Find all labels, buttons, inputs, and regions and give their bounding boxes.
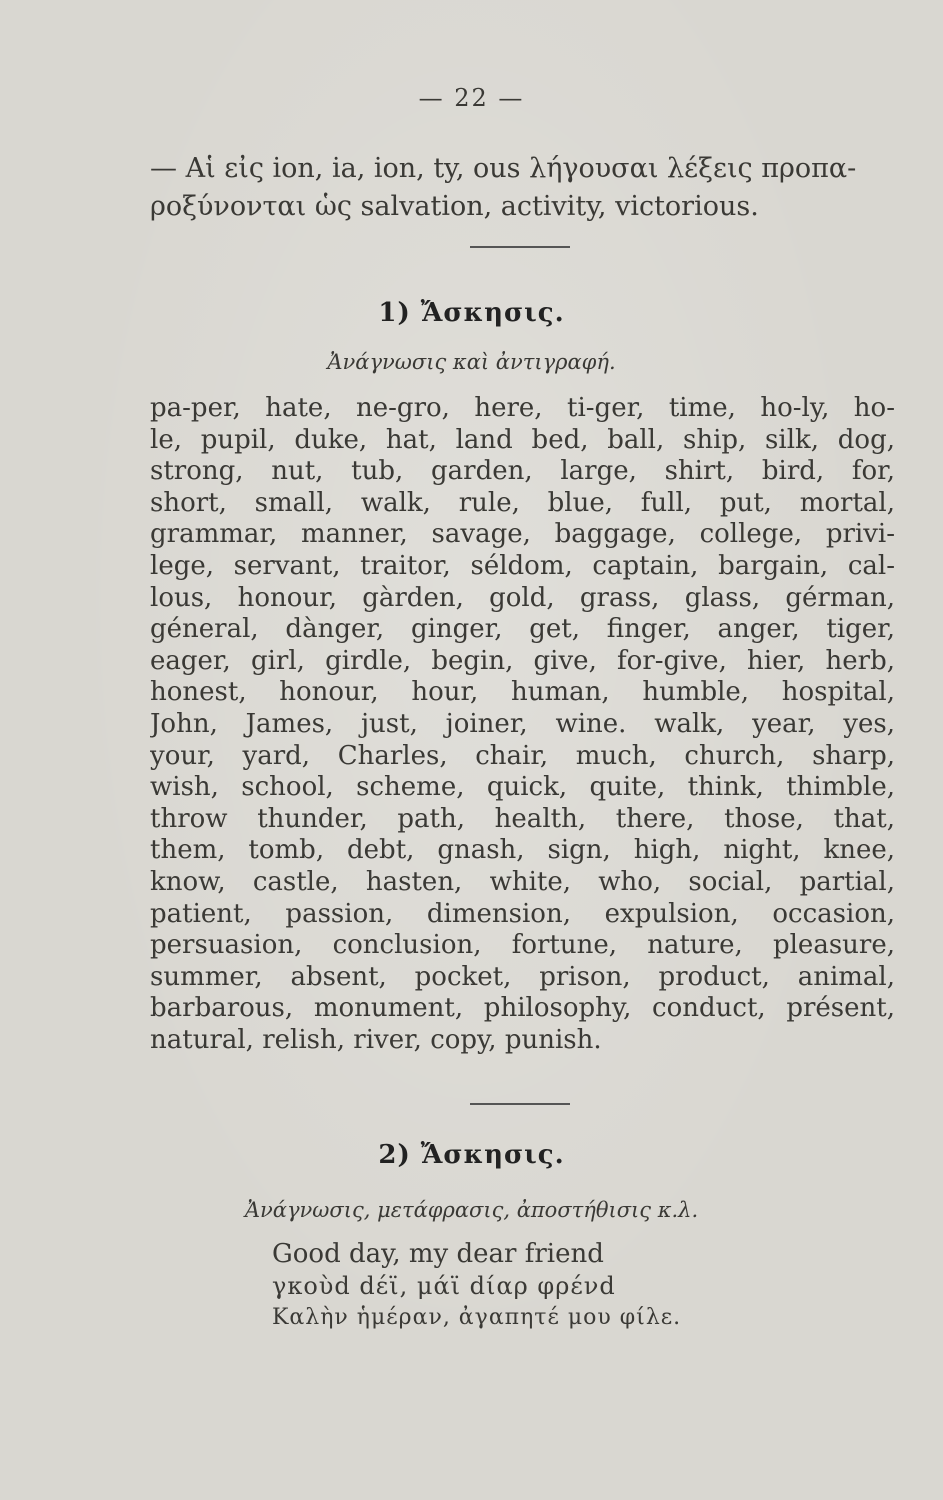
word-list-line: honest, honour, hour, human, humble, hospital, (150, 677, 895, 708)
page-number: — 22 — (418, 84, 525, 112)
word-list-line: them, tomb, debt, gnash, sign, high, night, knee, (150, 835, 895, 866)
word-list-line: géneral, dànger, ginger, get, finger, anger, tiger, (150, 614, 895, 645)
intro-paragraph (150, 150, 890, 226)
word-list-line: eager, girl, girdle, begin, give, for-give, hier, herb, (150, 645, 895, 676)
exercise-2-heading: 2) Ἄσκησις. (378, 1140, 565, 1170)
word-list-line: lous, honour, gàrden, gold, grass, glass, gérman, (150, 582, 895, 613)
word-list-line: patient, passion, dimension, expulsion, occasion, (150, 898, 895, 929)
word-list-line: know, castle, hasten, white, who, social, partial, (150, 866, 895, 897)
word-list-line: short, small, walk, rule, blue, full, put, mortal, (150, 487, 895, 518)
word-list-line: wish, school, scheme, quick, quite, think, thimble, (150, 772, 895, 803)
section-divider (470, 246, 570, 248)
word-list-line: lege, servant, traitor, séldom, captain, bargain, cal- (150, 550, 895, 581)
word-list-line-last: natural, relish, river, copy, punish. (150, 1024, 602, 1055)
word-list-line: summer, absent, pocket, prison, product, animal, (150, 961, 895, 992)
greek-translation: Καλὴν ἡμέραν, ἀγαπητέ μου φίλε. (272, 1305, 682, 1330)
word-list-line: your, yard, Charles, chair, much, church, sharp, (150, 740, 895, 771)
word-list-line: grammar, manner, savage, baggage, college, privi- (150, 519, 895, 550)
intro-line: — Αἱ εἰς ion, ia, ion, ty, ous λήγουσαι λέξεις προπα- (150, 153, 857, 184)
word-list-line: persuasion, conclusion, fortune, nature, pleasure, (150, 930, 895, 961)
word-list-line: barbarous, monument, philosophy, conduct, présent, (150, 993, 895, 1024)
word-list-line: le, pupil, duke, hat, land bed, ball, ship, silk, dog, (150, 424, 895, 455)
exercise-1-subheading: Ἀνάγνωσις καὶ ἀντιγραφή. (327, 350, 616, 374)
exercise-2-reading (272, 1238, 832, 1334)
pronunciation-line: γκοὺd dέϊ, μάϊ dίαρ φρένd (272, 1272, 616, 1300)
word-list-line: strong, nut, tub, garden, large, shirt, bird, for, (150, 456, 895, 487)
english-sentence: Good day, my dear friend (272, 1239, 604, 1269)
section-divider (470, 1103, 570, 1105)
word-list-line: pa-per, hate, ne-gro, here, ti-ger, time, ho-ly, ho- (150, 393, 895, 423)
exercise-1-word-list (150, 393, 895, 1056)
word-list-line: throw thunder, path, health, there, those, that, (150, 803, 895, 834)
intro-line: ροξύνονται ὡς salvation, activity, victorious. (150, 191, 759, 222)
exercise-1-heading: 1) Ἄσκησις. (378, 298, 565, 328)
word-list-line: John, James, just, joiner, wine. walk, year, yes, (150, 708, 895, 739)
exercise-2-subheading: Ἀνάγνωσις, μετάφρασις, ἀποστήθισις κ.λ. (244, 1198, 699, 1222)
